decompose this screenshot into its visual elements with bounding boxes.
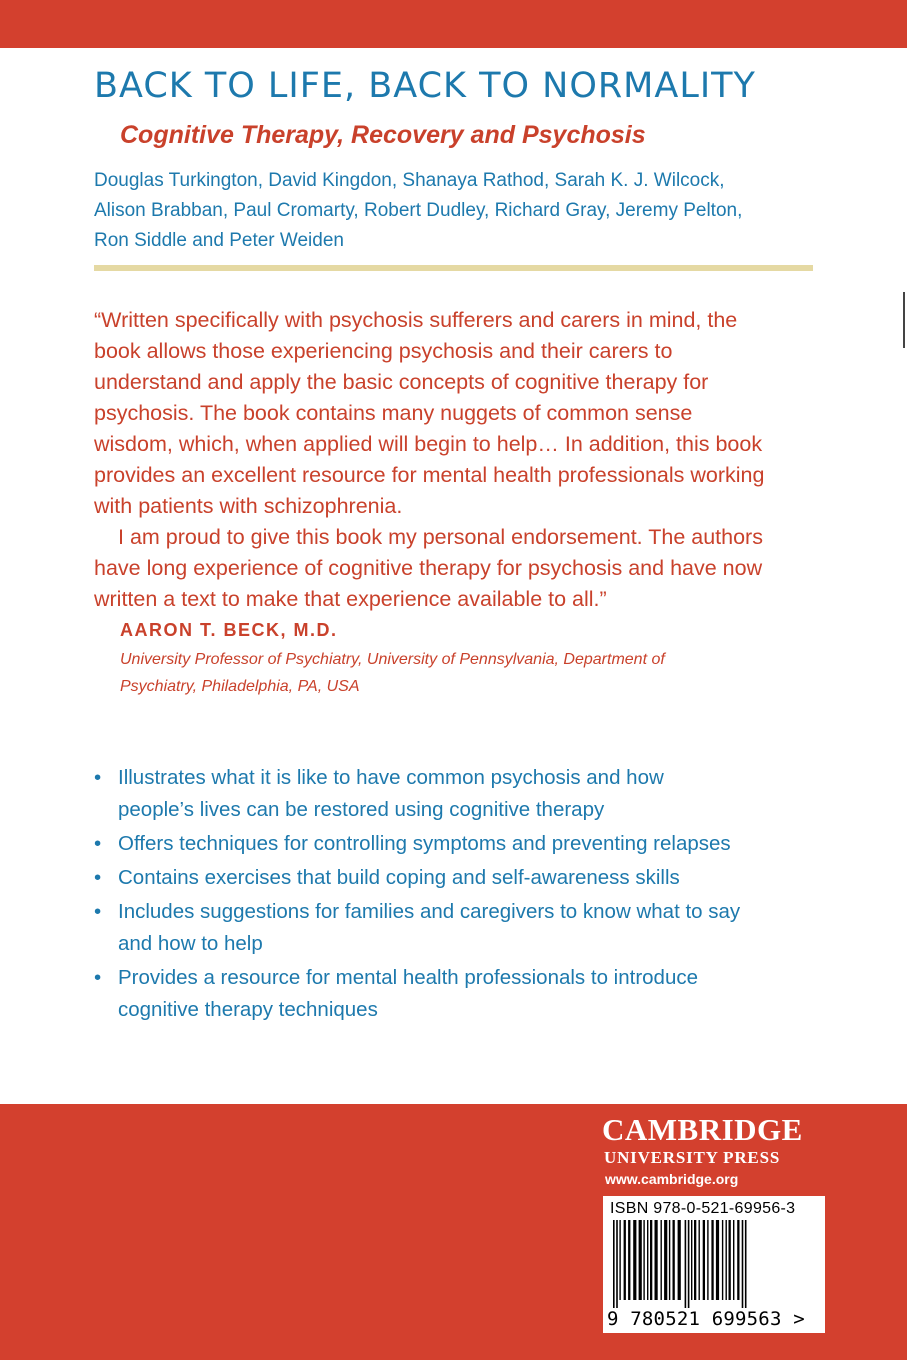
bullet-icon: •	[94, 900, 102, 923]
barcode-bar	[694, 1220, 696, 1300]
endorsement-quote	[94, 305, 824, 615]
bullet-icon: •	[94, 832, 102, 855]
bullet-line: Contains exercises that build coping and self-awareness skills	[118, 866, 680, 889]
bullet-item	[94, 862, 824, 894]
barcode-bar	[688, 1220, 690, 1308]
author-line: Ron Siddle and Peter Weiden	[94, 230, 344, 251]
affiliation-line: University Professor of Psychiatry, University of Pennsylvania, Department of	[120, 651, 665, 668]
book-subtitle: Cognitive Therapy, Recovery and Psychosis	[120, 121, 646, 149]
author-list	[94, 166, 794, 256]
barcode-bar	[722, 1220, 723, 1300]
quote-line: psychosis. The book contains many nuggets of common sense	[94, 401, 693, 425]
barcode-bar	[729, 1220, 731, 1300]
quote-line: book allows those experiencing psychosis and their carers to	[94, 339, 673, 363]
barcode-bar	[685, 1220, 687, 1308]
barcode-bar	[745, 1220, 747, 1308]
bullet-line: cognitive therapy techniques	[118, 998, 378, 1021]
bullet-icon: •	[94, 866, 102, 889]
bullet-item	[94, 896, 824, 960]
barcode-bar	[707, 1220, 708, 1300]
barcode-bar	[691, 1220, 692, 1300]
bullet-line: Provides a resource for mental health professionals to introduce	[118, 966, 699, 989]
barcode-bar	[655, 1220, 658, 1300]
feature-bullet-list	[94, 762, 824, 1028]
bullet-icon: •	[94, 766, 102, 789]
barcode-bar	[664, 1220, 667, 1300]
barcode-bar	[628, 1220, 630, 1300]
endorser-affiliation	[120, 646, 760, 700]
barcode-bar	[742, 1220, 744, 1308]
bullet-line: and how to help	[118, 932, 263, 955]
barcode-bar	[643, 1220, 644, 1300]
bullet-line: people’s lives can be restored using cognitive therapy	[118, 798, 605, 821]
barcode-bar	[673, 1220, 675, 1300]
barcode-bar	[737, 1220, 739, 1300]
isbn-barcode	[603, 1196, 825, 1333]
affiliation-line: Psychiatry, Philadelphia, PA, USA	[120, 678, 360, 695]
barcode-bar	[616, 1220, 618, 1308]
barcode-bar	[703, 1220, 705, 1300]
isbn-label: ISBN 978-0-521-69956-3	[610, 1200, 796, 1217]
barcode-icon	[607, 1220, 821, 1308]
quote-line: wisdom, which, when applied will begin to help… In addition, this book	[94, 432, 763, 456]
barcode-bar	[633, 1220, 636, 1300]
edge-mark	[903, 292, 905, 348]
top-color-band	[0, 0, 907, 48]
quote-line: have long experience of cognitive therapy for psychosis and have now	[94, 556, 763, 580]
quote-line: understand and apply the basic concepts of cognitive therapy for	[94, 370, 709, 394]
barcode-bar	[726, 1220, 727, 1300]
barcode-bar	[669, 1220, 670, 1300]
endorser-name: AARON T. BECK, M.D.	[120, 620, 338, 640]
author-line: Douglas Turkington, David Kingdon, Shanaya Rathod, Sarah K. J. Wilcock,	[94, 170, 725, 191]
publisher-subname: UNIVERSITY PRESS	[604, 1148, 781, 1167]
bullet-item	[94, 762, 824, 826]
bullet-line: Offers techniques for controlling symptoms and preventing relapses	[118, 832, 731, 855]
bullet-icon: •	[94, 966, 102, 989]
publisher-url: www.cambridge.org	[605, 1171, 739, 1187]
bullet-item	[94, 962, 824, 1026]
barcode-bar	[716, 1220, 719, 1300]
quote-line: provides an excellent resource for mental health professionals working	[94, 463, 765, 487]
bullet-line: Includes suggestions for families and caregivers to know what to say	[118, 900, 741, 923]
quote-line: with patients with schizophrenia.	[94, 494, 403, 518]
barcode-bar	[639, 1220, 642, 1300]
barcode-bar	[699, 1220, 700, 1300]
quote-line: “Written specifically with psychosis sufferers and carers in mind, the	[94, 308, 738, 332]
barcode-bar	[650, 1220, 652, 1300]
barcode-bar	[678, 1220, 681, 1300]
bullet-line: Illustrates what it is like to have common psychosis and how	[118, 766, 664, 789]
barcode-digits: 9 780521 699563 >	[607, 1308, 805, 1330]
quote-line: I am proud to give this book my personal endorsement. The authors	[118, 525, 763, 549]
barcode-bar	[624, 1220, 626, 1300]
quote-line: written a text to make that experience available to all.”	[94, 587, 607, 611]
barcode-bar	[619, 1220, 620, 1300]
divider-rule	[94, 265, 813, 271]
barcode-bar	[733, 1220, 734, 1300]
bullet-item	[94, 828, 824, 860]
book-title: BACK TO LIFE, BACK TO NORMALITY	[94, 66, 756, 106]
publisher-logo: CAMBRIDGE	[602, 1112, 803, 1147]
barcode-bar	[613, 1220, 615, 1308]
barcode-bar	[661, 1220, 662, 1300]
barcode-bar	[647, 1220, 648, 1300]
barcode-bar	[711, 1220, 713, 1300]
author-line: Alison Brabban, Paul Cromarty, Robert Dudley, Richard Gray, Jeremy Pelton,	[94, 200, 743, 221]
